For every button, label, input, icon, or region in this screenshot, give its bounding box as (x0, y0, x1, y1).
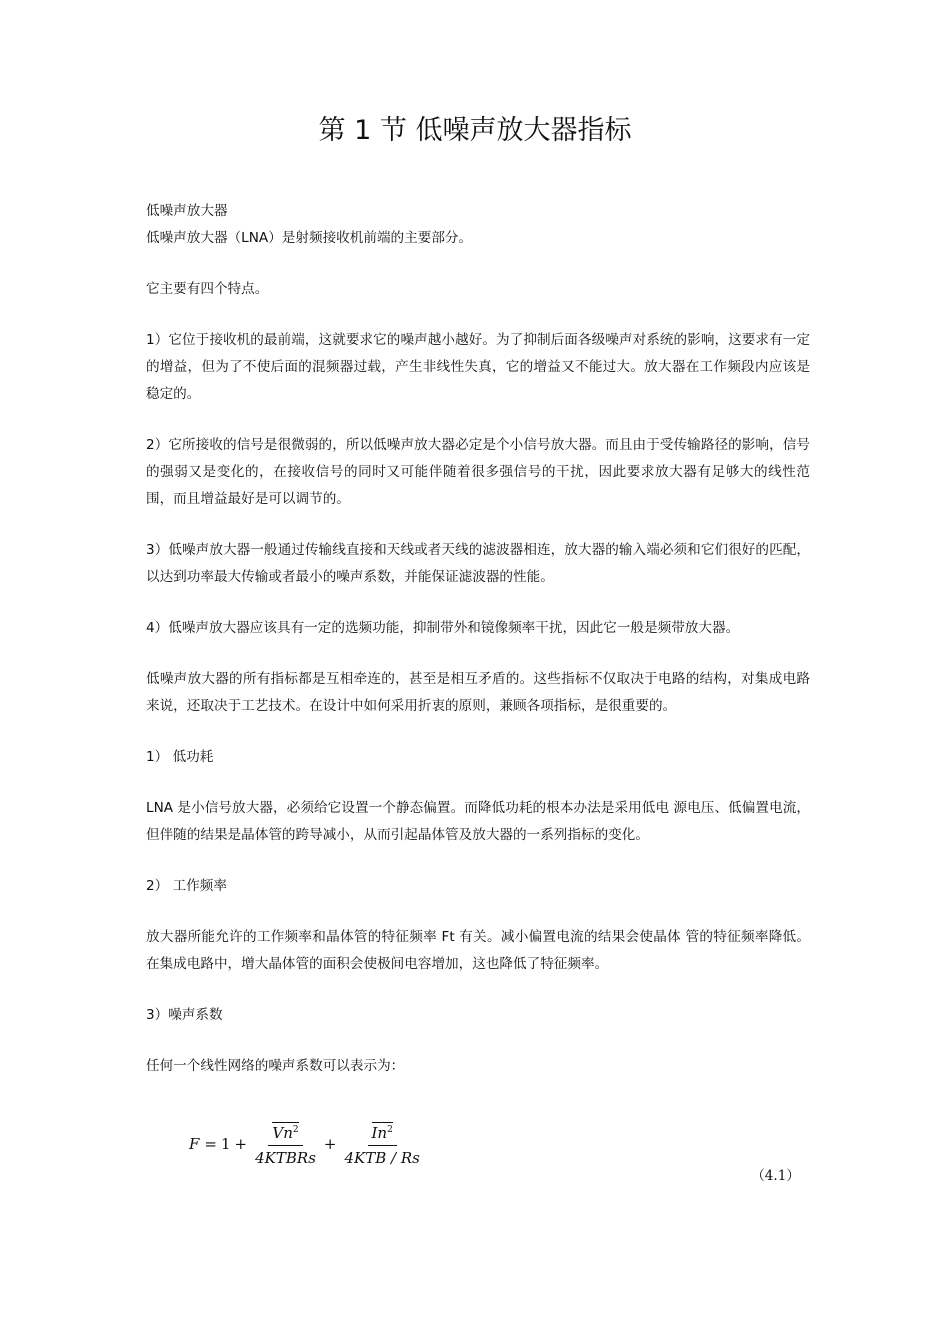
formula-lhs: F (189, 1135, 200, 1153)
fraction-1-power: 2 (292, 1125, 299, 1135)
formula-plus-2: + (323, 1135, 337, 1153)
body-text (146, 198, 810, 1080)
fraction-2-denominator: 4KTB / Rs (344, 1149, 420, 1167)
heading-frequency: 2） 工作频率 (146, 878, 227, 894)
section-title: 第 1 节 低噪声放大器指标 (318, 115, 632, 146)
fraction-2-numerator: In (371, 1124, 388, 1142)
paragraph-feature-2: 2）它所接收的信号是很微弱的，所以低噪声放大器必定是个小信号放大器。而且由于受传输路径的影响，信号的强弱又是变化的，在接收信号的同时又可能伴随着很多强信号的干扰，因此要求放大器有足够大的线性范围，而且增益最好是可以调节的。 (146, 437, 810, 507)
paragraph-low-power: LNA 是小信号放大器，必须给它设置一个静态偏置。而降低功耗的根本办法是采用低电 源电压、低偏置电流，但伴随的结果是晶体管的跨导减小，从而引起晶体管及放大器的一系列指标的变化。 (146, 800, 810, 843)
paragraph-frequency: 放大器所能允许的工作频率和晶体管的特征频率 Ft 有关。减小偏置电流的结果会使晶体 管的特征频率降低。在集成电路中，增大晶体管的面积会使极间电容增加，这也降低了特征频率。 (146, 929, 810, 972)
equation-block (186, 1116, 810, 1194)
paragraph-intro: 低噪声放大器（LNA）是射频接收机前端的主要部分。 (146, 230, 473, 246)
fraction-2-power: 2 (387, 1125, 393, 1135)
noise-figure-formula (186, 1116, 426, 1172)
paragraph-feature-1: 1）它位于接收机的最前端，这就要求它的噪声越小越好。为了抑制后面各级噪声对系统的影响，这要求有一定的增益，但为了不使后面的混频器过载，产生非线性失真，它的增益又不能过大。放大器在工作频段内应该是稳定的。 (146, 332, 810, 402)
paragraph-feature-3: 3）低噪声放大器一般通过传输线直接和天线或者天线的滤波器相连，放大器的输入端必须和它们很好的匹配，以达到功率最大传输或者最小的噪声系数，并能保证滤波器的性能。 (146, 542, 810, 585)
formula-equals: = (204, 1135, 217, 1153)
paragraph-noise-intro: 任何一个线性网络的噪声系数可以表示为： (146, 1058, 405, 1074)
formula-fraction-1 (251, 1120, 320, 1168)
paragraph-tradeoff: 低噪声放大器的所有指标都是互相牵连的，甚至是相互矛盾的。这些指标不仅取决于电路的结构，对集成电路来说，还取决于工艺技术。在设计中如何采用折衷的原则，兼顾各项指标，是很重要的。 (146, 671, 810, 714)
paragraph-feature-4: 4）低噪声放大器应该具有一定的选频功能，抑制带外和镜像频率干扰，因此它一般是频带放大器。 (146, 620, 740, 636)
formula-plus-1: + (234, 1135, 248, 1153)
heading-noise-figure: 3）噪声系数 (146, 1007, 223, 1023)
equation-number: （4.1） (751, 1168, 800, 1184)
formula-one: 1 (221, 1135, 231, 1153)
paragraph-features-intro: 它主要有四个特点。 (146, 281, 269, 297)
heading-low-power: 1） 低功耗 (146, 749, 214, 765)
fraction-1-numerator: Vn (272, 1124, 293, 1142)
formula-fraction-2 (340, 1120, 423, 1168)
fraction-1-denominator: 4KTBRs (255, 1149, 316, 1167)
paragraph-heading-lna: 低噪声放大器 (146, 203, 228, 219)
